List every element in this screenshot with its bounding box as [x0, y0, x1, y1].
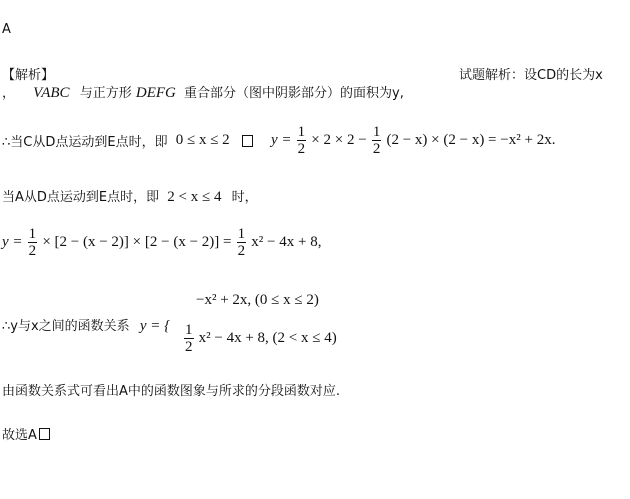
- case1-formula-left: y =: [270, 132, 292, 148]
- triangle-abc: ABC: [41, 85, 70, 101]
- final-answer-text: 故选A: [2, 428, 37, 443]
- case1-condition: 0 ≤ x ≤ 2: [175, 132, 230, 148]
- relation-piece-1: −x² + 2x, (0 ≤ x ≤ 2): [196, 292, 319, 308]
- relation-intro: [2, 315, 170, 335]
- fraction-half: $\frac{1}{2}$: [297, 124, 306, 157]
- square-defg: DEFG: [135, 85, 176, 101]
- statement-text-1: 与正方形: [79, 86, 132, 101]
- relation-piece-2: [183, 322, 337, 355]
- box-glyph: [242, 135, 253, 147]
- box-glyph: [39, 428, 50, 440]
- case2-line: [2, 186, 258, 206]
- formula2-mid: × [2 − (x − 2)] × [2 − (x − 2)] =: [42, 234, 232, 250]
- relation-piece-2-text: x² − 4x + 8, (2 < x ≤ 4): [198, 330, 337, 346]
- case2-suffix: 时，: [231, 190, 258, 205]
- fraction-half: $\frac{1}{2}$: [28, 226, 37, 259]
- relation-lhs: y = {: [139, 318, 171, 334]
- statement-text-2: 重合部分（图中阴影部分）的面积为y,: [184, 86, 404, 101]
- fraction-half: $\frac{1}{2}$: [237, 226, 246, 259]
- case2-condition: 2 < x ≤ 4: [167, 189, 222, 205]
- final-answer: [2, 424, 50, 443]
- comma: ，: [2, 86, 16, 101]
- analysis-intro: 试题解析：设CD的长为x: [459, 68, 603, 83]
- case1-formula-mid: × 2 × 2 −: [311, 132, 367, 148]
- formula2-right: x² − 4x + 8,: [251, 234, 322, 250]
- triangle-symbol: V: [33, 85, 42, 101]
- conclusion: 由函数关系式可看出A中的函数图象与所求的分段函数对应.: [2, 384, 341, 399]
- analysis-tag: 【解析】: [2, 68, 55, 83]
- problem-statement: [2, 82, 404, 102]
- case1-formula-right: (2 − x) × (2 − x) = −x² + 2x.: [386, 132, 556, 148]
- case1-intro: ∴当C从D点运动到E点时，即: [2, 135, 168, 150]
- case1-line: [2, 124, 555, 157]
- fraction-half: $\frac{1}{2}$: [372, 124, 381, 157]
- answer-label: A: [2, 22, 11, 37]
- formula2-line: [2, 226, 321, 259]
- case2-intro: 当A从D点运动到E点时，即: [2, 190, 160, 205]
- formula2-left: y =: [2, 234, 23, 250]
- fraction-half: $\frac{1}{2}$: [185, 322, 193, 355]
- relation-intro-text: ∴y与x之间的函数关系: [2, 319, 130, 334]
